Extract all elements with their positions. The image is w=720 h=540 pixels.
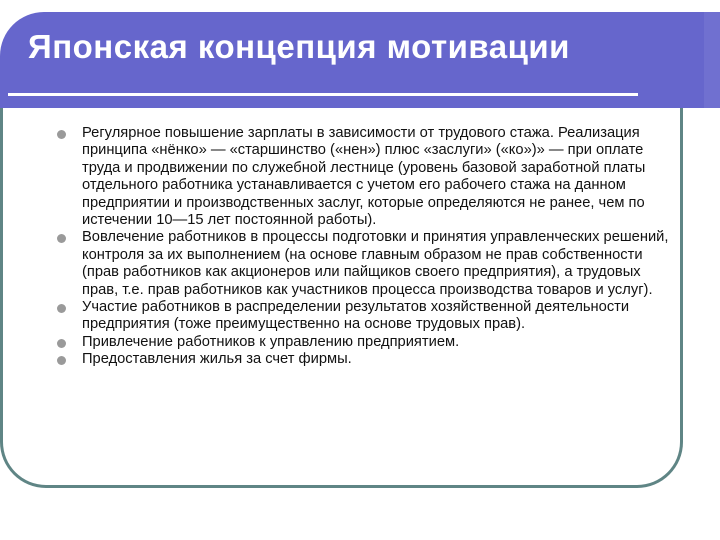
bullet-text: Участие работников в распределении результатов хозяйственной деятельности предприятия (тоже преимущественно на основе трудовых прав). <box>82 299 630 333</box>
bullet-item <box>50 125 670 229</box>
bullet-dot-icon <box>57 339 66 348</box>
title-bar-edge <box>704 12 720 108</box>
bullet-text: Предоставления жилья за счет фирмы. <box>82 351 352 368</box>
bullet-item <box>50 299 670 334</box>
bullet-text: Вовлечение работников в процессы подготовки и принятия управленческих решений, контроля за их выполнением (на основе главным образом не прав собственности (прав работников как акционеров или пайщиков своего предприятия), а трудовых прав, т.е. прав работников как участников процесса производства товаров и услуг). <box>82 229 669 298</box>
bullet-text: Регулярное повышение зарплаты в зависимости от трудового стажа. Реализация принципа «нёнко» — «старшинство («нен») плюс «заслуги» («ко»)» — при оплате труда и продвижении по служебной лестнице (уровень базовой заработной платы отдельного работника устанавливается с учетом его рабочего стажа на данном предприятии и производственных заслуг, которые определяются не ранее, чем по истечении 10—15 лет постоянной работы). <box>82 125 646 229</box>
bullet-dot-icon <box>57 234 66 243</box>
title-underline <box>8 93 638 96</box>
bullet-dot-icon <box>57 130 66 139</box>
bullet-list <box>50 125 670 369</box>
bullet-dot-icon <box>57 356 66 365</box>
bullet-item <box>50 334 670 351</box>
bullet-item <box>50 351 670 368</box>
slide-title: Японская концепция мотивации <box>28 28 570 65</box>
bullet-dot-icon <box>57 304 66 313</box>
bullet-text: Привлечение работников к управлению предприятием. <box>82 333 460 350</box>
bullet-item <box>50 229 670 299</box>
